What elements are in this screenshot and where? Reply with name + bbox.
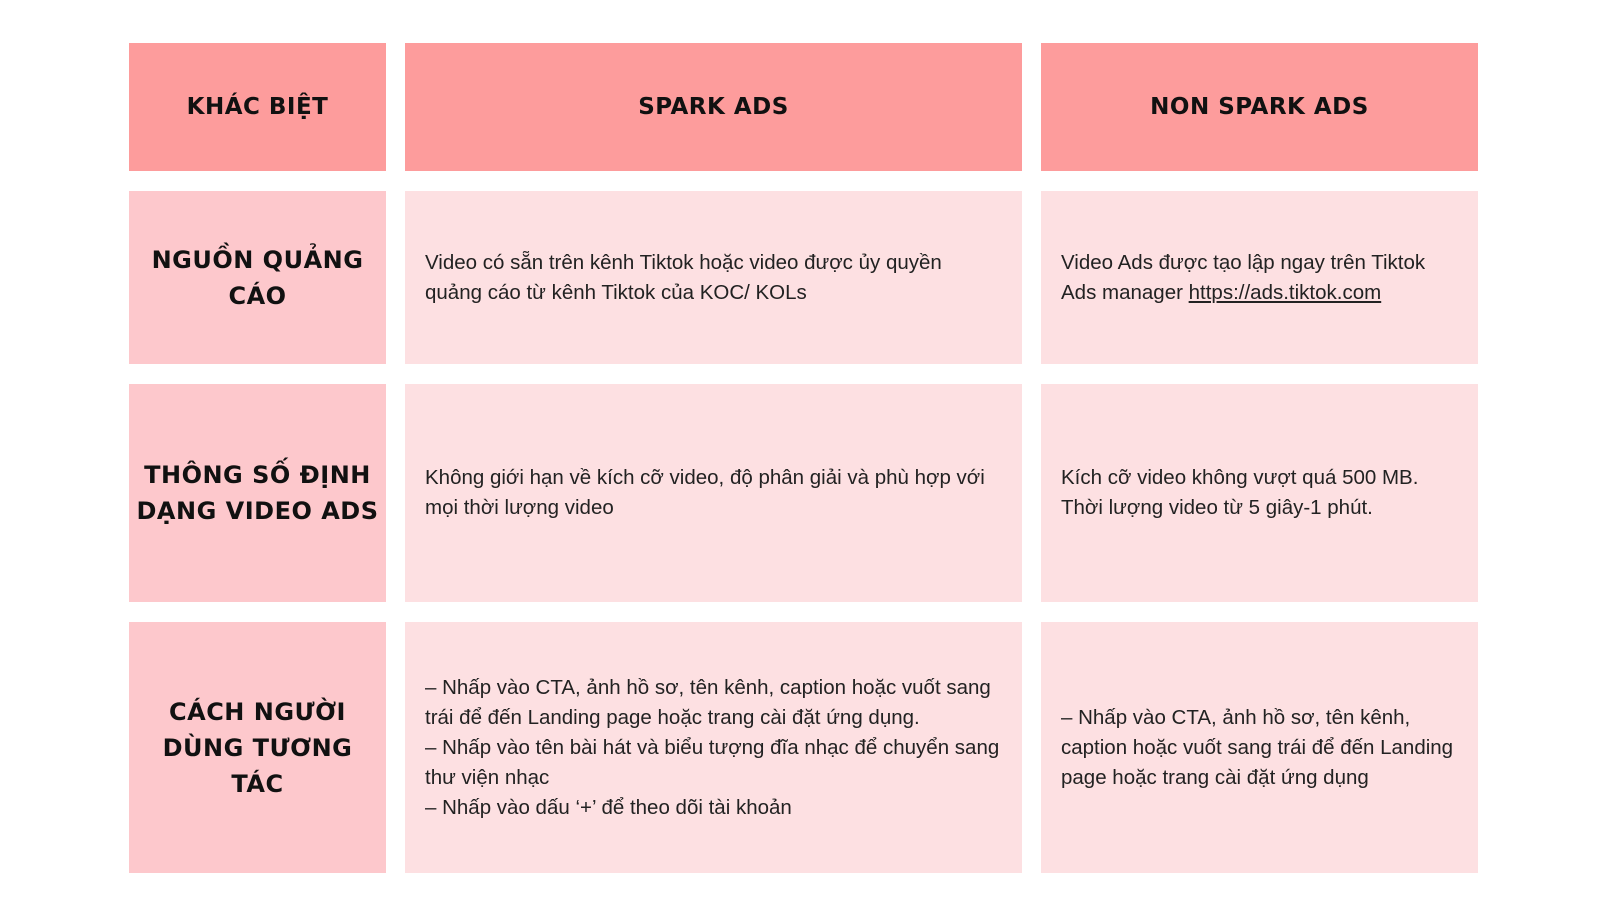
non-spark-video-size-line: Kích cỡ video không vượt quá 500 MB. [1061, 466, 1419, 489]
row-label-user-interaction [129, 622, 386, 873]
non-spark-ad-source-text [1061, 248, 1458, 308]
spark-interaction-line-follow: – Nhấp vào dấu ‘+’ để theo dõi tài khoản [425, 795, 792, 819]
header-difference-label: KHÁC BIỆT [186, 94, 329, 120]
spark-video-format-text: Không giới hạn về kích cỡ video, độ phân giải và phù hợp với mọi thời lượng video [425, 466, 985, 519]
row-label-text: NGUỒN QUẢNG CÁO [151, 245, 364, 310]
spark-ad-source-cell [405, 191, 1022, 364]
non-spark-ad-source-prefix: Video Ads được tạo lập ngay trên Tiktok Ads manager [1061, 250, 1426, 304]
header-non-spark-ads-label: NON SPARK ADS [1150, 94, 1369, 120]
non-spark-user-interaction-cell [1041, 622, 1478, 873]
row-label-ad-source [129, 191, 386, 364]
row-label-text: THÔNG SỐ ĐỊNH DẠNG VIDEO ADS [136, 461, 379, 525]
header-spark-ads-label: SPARK ADS [638, 94, 789, 120]
non-spark-user-interaction-text: – Nhấp vào CTA, ảnh hồ sơ, tên kênh, caption hoặc vuốt sang trái để đến Landing page hoặc trang cài đặt ứng dụng [1061, 705, 1454, 789]
non-spark-ad-source-cell [1041, 191, 1478, 364]
spark-video-format-cell [405, 384, 1022, 602]
header-difference [129, 43, 386, 171]
tiktok-ads-link[interactable]: https://ads.tiktok.com [1188, 280, 1382, 304]
spark-user-interaction-cell [405, 622, 1022, 873]
spark-interaction-line-cta: – Nhấp vào CTA, ảnh hồ sơ, tên kênh, caption hoặc vuốt sang trái để đến Landing page hoặc trang cài đặt ứng dụng. [425, 675, 991, 729]
header-spark-ads [405, 43, 1022, 171]
row-label-video-format [129, 384, 386, 602]
header-non-spark-ads [1041, 43, 1478, 171]
spark-interaction-line-music: – Nhấp vào tên bài hát và biểu tượng đĩa nhạc để chuyển sang thư viện nhạc [425, 735, 1000, 789]
non-spark-video-format-cell [1041, 384, 1478, 602]
row-label-text: CÁCH NGƯỜI DÙNG TƯƠNG TÁC [162, 697, 353, 798]
spark-ad-source-text: Video có sẵn trên kênh Tiktok hoặc video được ủy quyền quảng cáo từ kênh Tiktok của KOC/ KOLs [425, 250, 942, 304]
spark-user-interaction-text [425, 673, 1002, 823]
non-spark-video-duration-line: Thời lượng video từ 5 giây-1 phút. [1061, 496, 1373, 519]
non-spark-video-format-text [1061, 463, 1418, 523]
